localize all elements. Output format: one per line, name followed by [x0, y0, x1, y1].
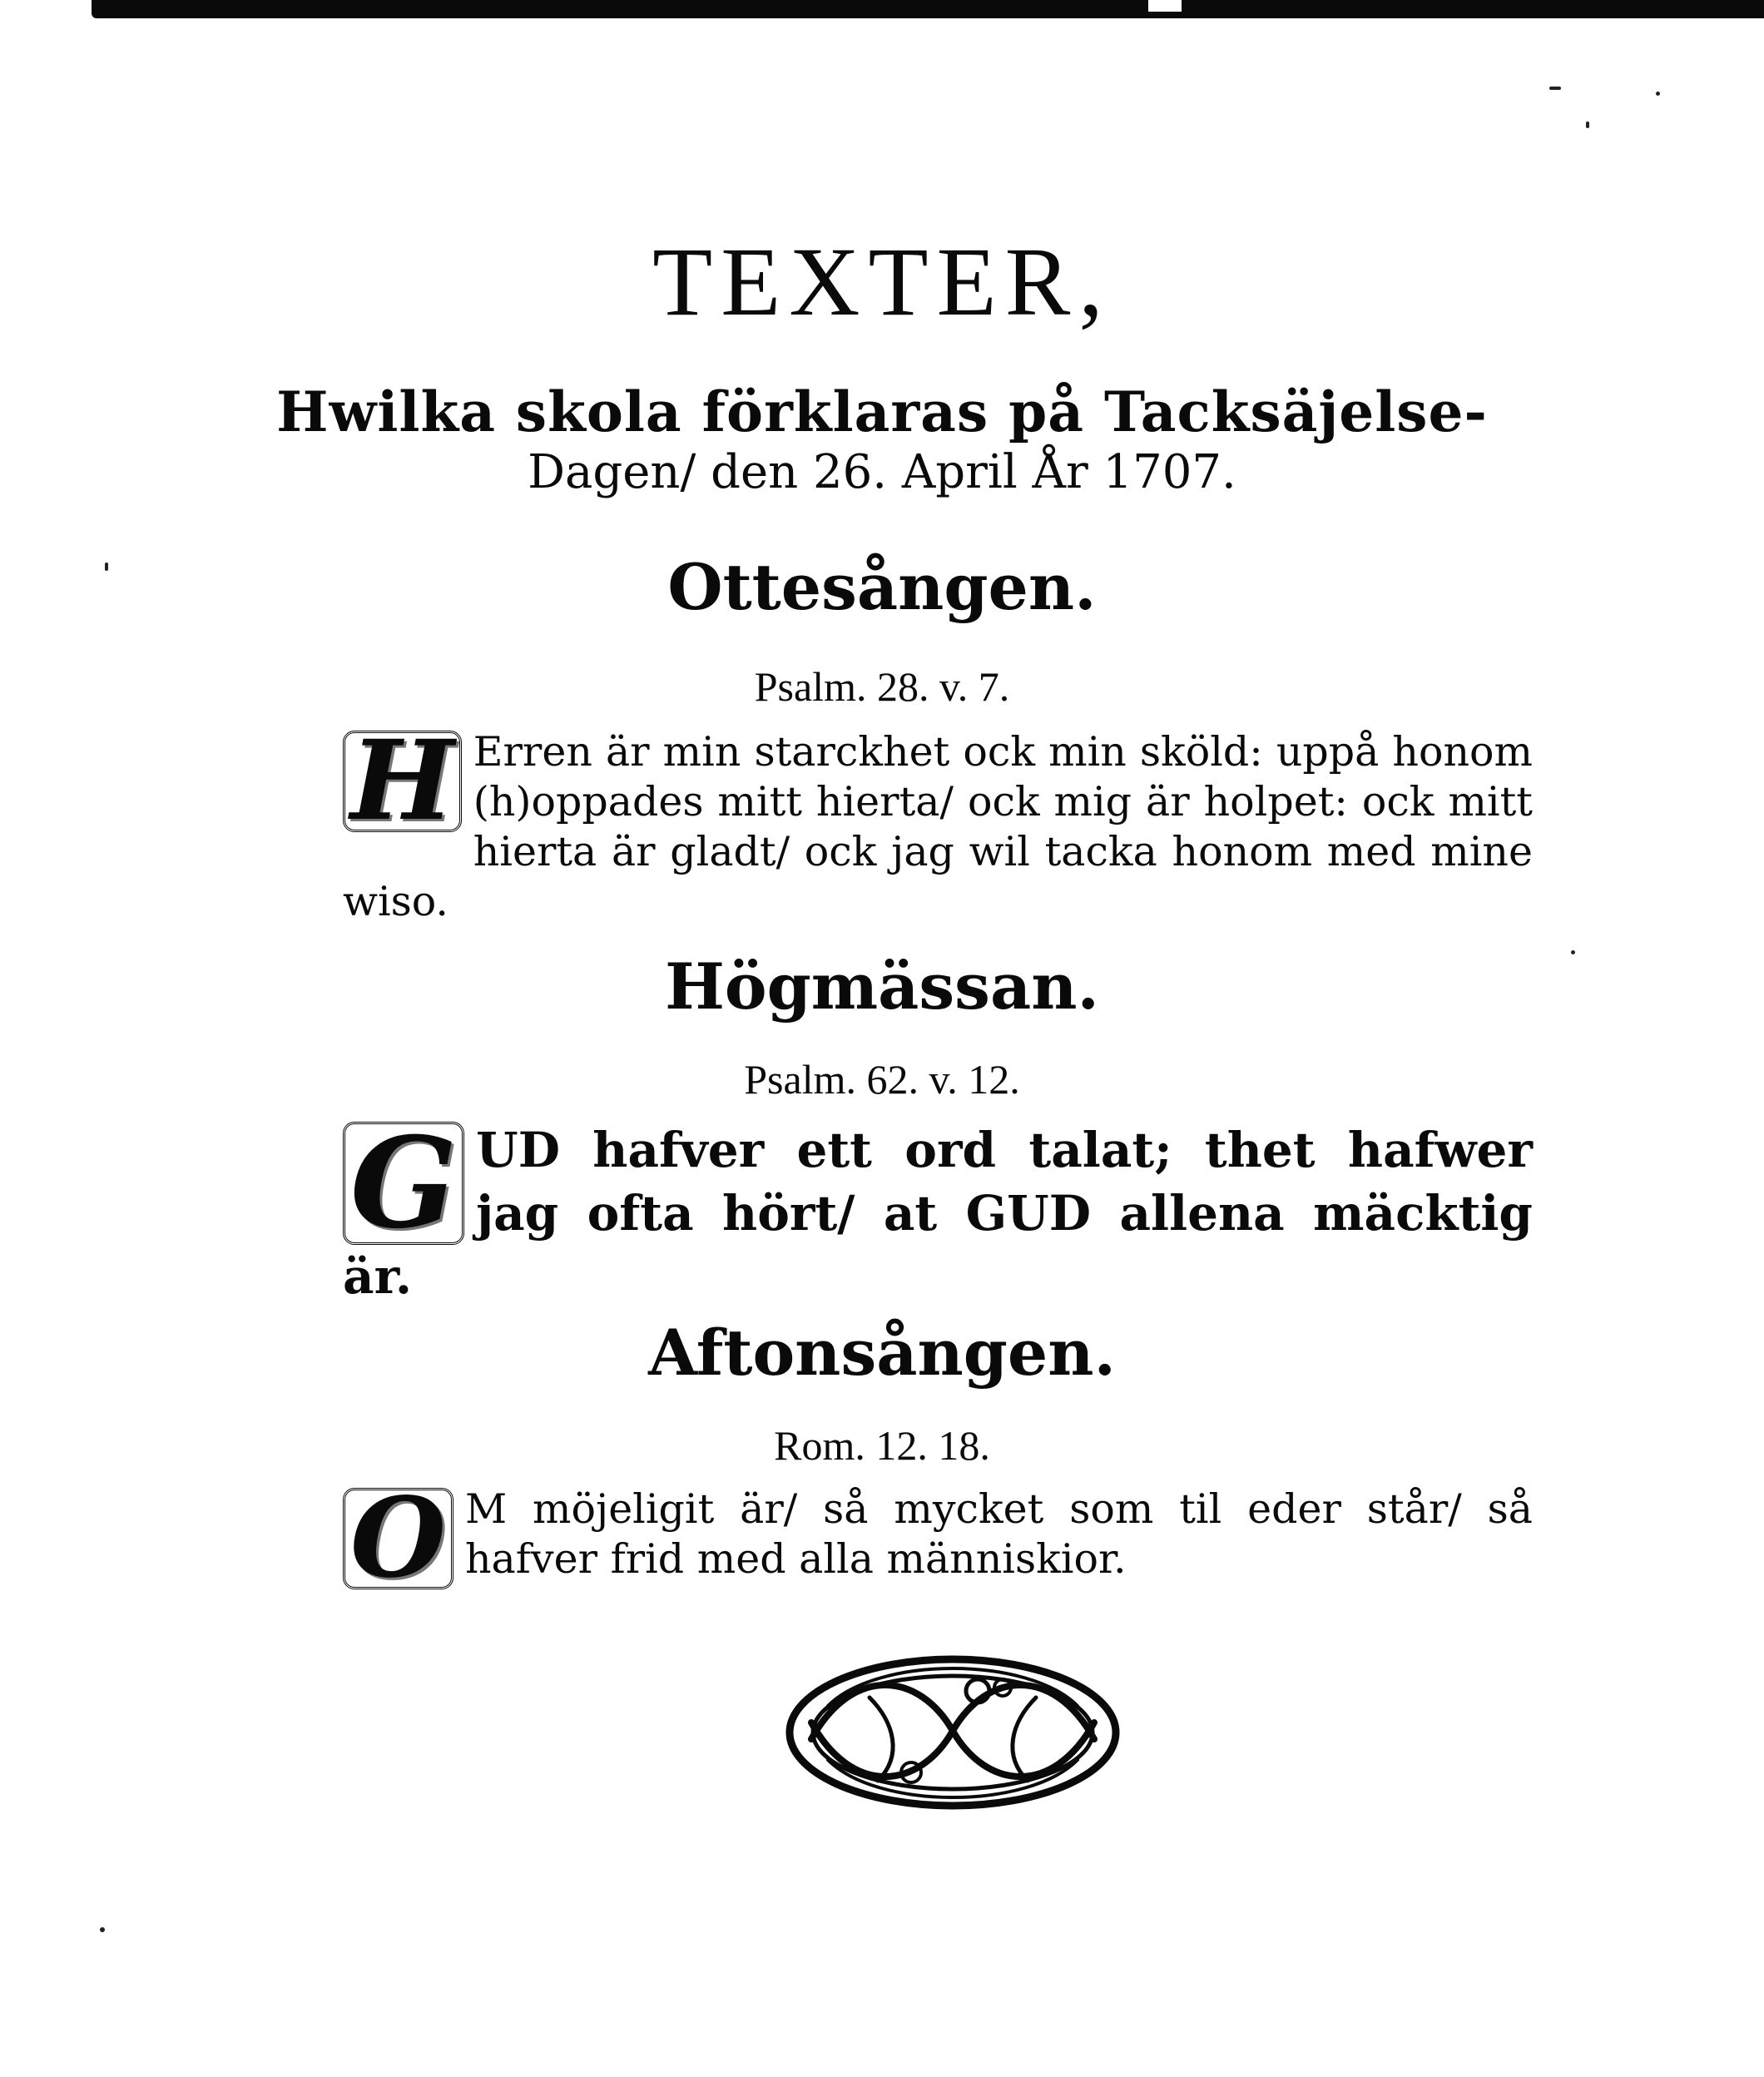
dropcap-initial: G: [343, 1122, 464, 1245]
section-heading-aftonsangen: Aftonsången.: [648, 1316, 1116, 1390]
section-verse-aftonsangen: [343, 1474, 1533, 1603]
section-verse-ottesangen: [343, 716, 1533, 927]
print-speck: [100, 1927, 105, 1932]
verse-text: M möjeligit är/ så mycket som til eder står/ så hafver frid med alla människior.: [464, 1485, 1533, 1583]
page-title: TEXTER,: [652, 227, 1112, 336]
section-reference-aftonsangen: Rom. 12. 18.: [774, 1422, 990, 1469]
print-speck: [1656, 92, 1660, 96]
section-reference-ottesangen: Psalm. 28. v. 7.: [754, 663, 1010, 710]
section-verse-hogmassan: [343, 1110, 1533, 1308]
scan-edge: [92, 0, 1764, 18]
dropcap-initial: H: [343, 731, 462, 832]
print-speck: [1549, 87, 1561, 90]
print-speck: [1571, 950, 1575, 954]
dropcap-initial: O: [343, 1488, 453, 1589]
verse-text: UD hafver ett ord talat; thet hafwer jag ofta hört/ at GUD allena mäcktig är.: [343, 1122, 1533, 1305]
section-reference-hogmassan: Psalm. 62. v. 12.: [744, 1056, 1020, 1103]
scan-edge-gap: [1148, 0, 1182, 12]
calligraphic-flourish-icon: [778, 1639, 1127, 1822]
section-heading-ottesangen: Ottesången.: [667, 550, 1097, 624]
subtitle-line-1: Hwilka skola förklaras på Tacksäjelse-: [276, 379, 1488, 444]
section-heading-hogmassan: Högmässan.: [665, 949, 1099, 1024]
verse-text: Erren är min starckhet ock min sköld: uppå honom (h)oppades mitt hierta/ ock mig är holpet: ock mitt hierta är gladt/ ock jag wil tacka honom med mine wiso.: [343, 728, 1533, 925]
subtitle-line-2: Dagen/ den 26. April År 1707.: [528, 445, 1236, 499]
print-speck: [1586, 121, 1589, 128]
